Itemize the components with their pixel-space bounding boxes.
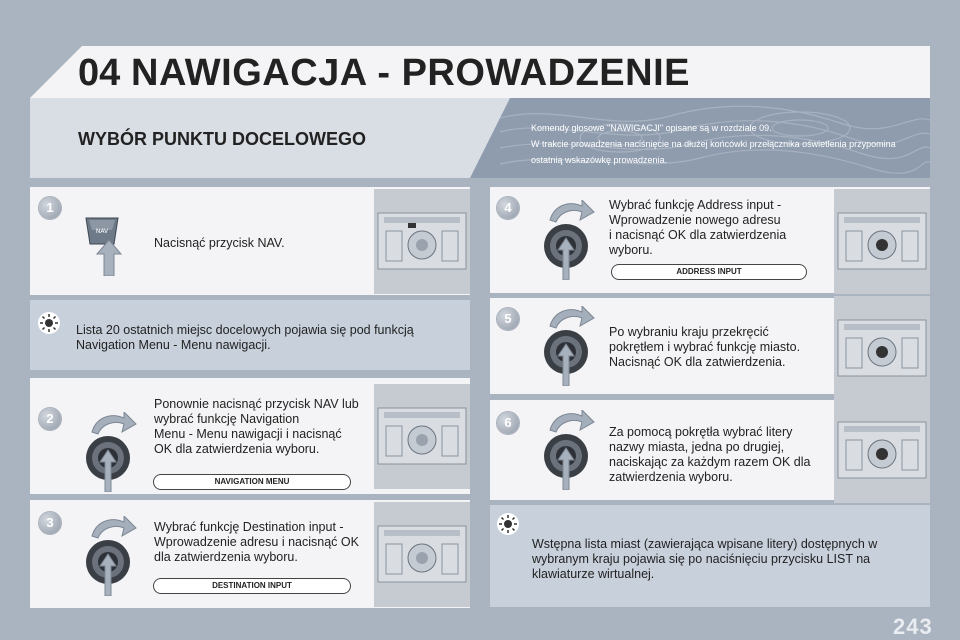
chapter-title: NAWIGACJA - PROWADZENIE — [131, 52, 690, 94]
step-4-text: Wybrać funkcję Address input - Wprowadzenie nowego adresu i nacisnąć OK dla zatwierdzenia wyboru. — [609, 198, 787, 257]
rotary-knob-icon — [80, 412, 138, 492]
tip-1-text: Lista 20 ostatnich miejsc docelowych pojawia się pod funkcją Navigation Menu - Menu nawigacji. — [76, 323, 414, 352]
radio-unit-icon — [834, 296, 930, 401]
step-6-text: Za pomocą pokrętła wybrać litery nazwy miasta, jedna po drugiej, naciskając za każdym razem OK dla zatwierdzenia wyboru. — [609, 425, 811, 484]
step-5-text: Po wybraniu kraju przekręcić pokrętłem i wybrać funkcję miasto. Nacisnąć OK dla zatwierdzenia. — [609, 325, 801, 369]
svg-text:NAV: NAV — [95, 228, 109, 235]
intro-text: Komendy głosowe "NAWIGACJI" opisane są w rozdziale 09. W trakcie prowadzenia naciśnięcie na dłużej końcówki przełącznika oświetlenia przypomina ostatnią wskazówkę prowadzenia. — [531, 123, 896, 165]
rotary-knob-icon — [538, 410, 596, 490]
step-3-text: Wybrać funkcję Destination input - Wprowadzenie adresu i nacisnąć OK dla zatwierdzenia wyboru. — [154, 520, 359, 564]
chapter-number: 04 — [78, 52, 121, 94]
radio-unit-icon — [374, 384, 470, 489]
page-number: 243 — [893, 614, 933, 639]
rotary-knob-icon — [538, 200, 596, 280]
navigation-menu-label: NAVIGATION MENU — [153, 474, 351, 490]
radio-unit-icon — [834, 398, 930, 503]
bulb-icon — [496, 512, 520, 536]
step-1-text: Nacisnąć przycisk NAV. — [154, 236, 285, 250]
step-2-badge: 2 — [39, 408, 61, 430]
bulb-icon — [37, 311, 61, 335]
step-2-text: Ponownie nacisnąć przycisk NAV lub wybrać funkcję Navigation Menu - Menu nawigacji i nacisnąć OK dla zatwierdzenia wyboru. — [154, 397, 359, 456]
radio-unit-icon — [834, 189, 930, 294]
section-title: WYBÓR PUNKTU DOCELOWEGO — [78, 129, 366, 149]
rotary-knob-icon — [538, 306, 596, 386]
up-arrow-icon — [94, 240, 124, 276]
address-input-label: ADDRESS INPUT — [611, 264, 807, 280]
step-5-badge: 5 — [497, 308, 519, 330]
step-1-badge: 1 — [39, 197, 61, 219]
step-3-badge: 3 — [39, 512, 61, 534]
step-6-badge: 6 — [497, 412, 519, 434]
header-corner — [30, 46, 82, 98]
destination-input-label: DESTINATION INPUT — [153, 578, 351, 594]
step-4-badge: 4 — [497, 197, 519, 219]
radio-unit-icon — [374, 502, 470, 607]
radio-unit-icon — [374, 189, 470, 294]
tip-2-text: Wstępna lista miast (zawierająca wpisane litery) dostępnych w wybranym kraju pojawia się po naciśnięciu przycisku LIST na klawiaturze wirtualnej. — [532, 537, 878, 581]
rotary-knob-icon — [80, 516, 138, 596]
